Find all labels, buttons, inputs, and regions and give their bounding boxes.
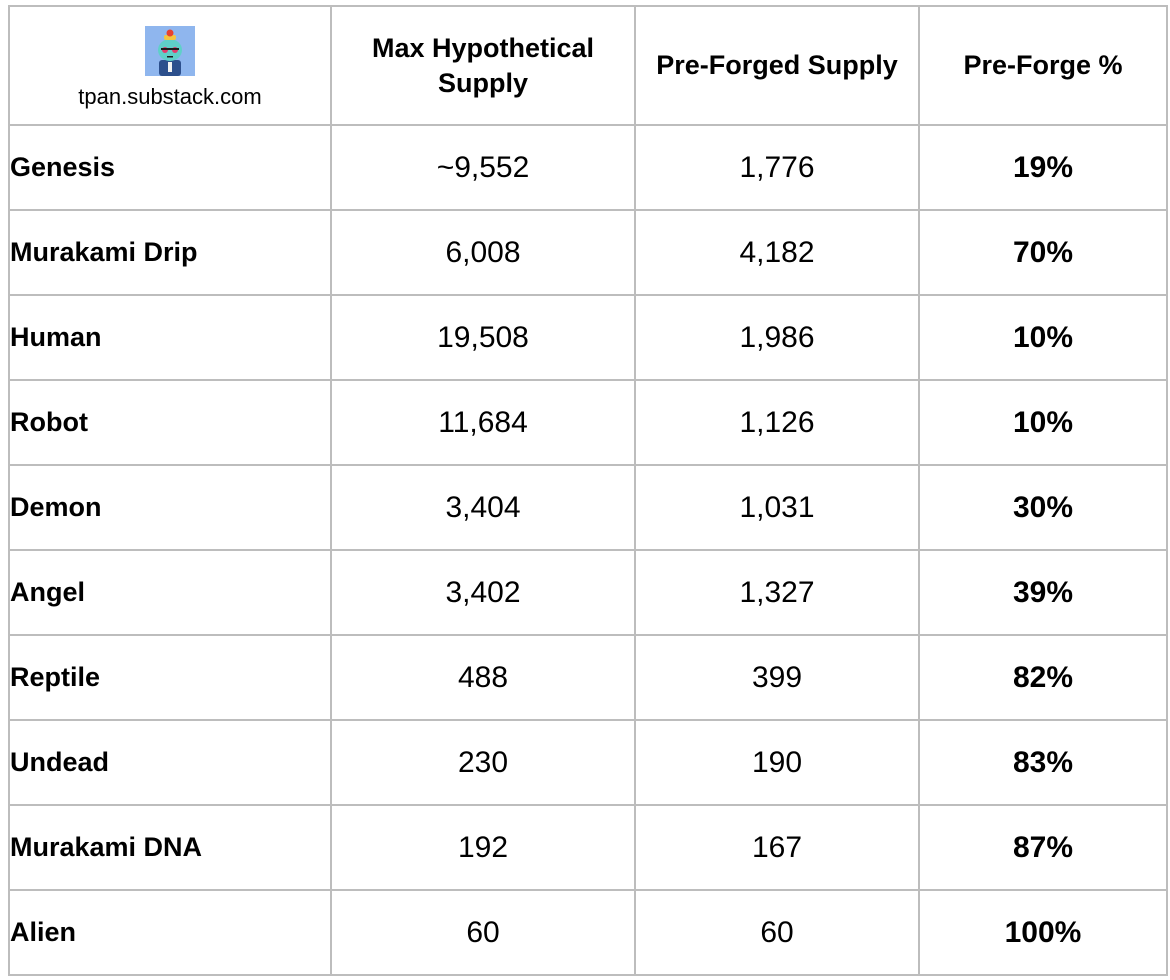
row-name: Alien bbox=[9, 890, 331, 975]
preforged-supply-value: 1,776 bbox=[635, 125, 919, 210]
table-row bbox=[9, 295, 1167, 380]
preforge-pct-value: 39% bbox=[919, 550, 1167, 635]
site-name: tpan.substack.com bbox=[78, 83, 262, 109]
supply-table bbox=[8, 5, 1168, 976]
preforge-pct-value: 19% bbox=[919, 125, 1167, 210]
preforged-supply-value: 1,327 bbox=[635, 550, 919, 635]
preforge-pct-value: 83% bbox=[919, 720, 1167, 805]
max-supply-value: 488 bbox=[331, 635, 635, 720]
preforge-pct-value: 100% bbox=[919, 890, 1167, 975]
max-supply-value: 11,684 bbox=[331, 380, 635, 465]
column-header-preforged-supply: Pre-Forged Supply bbox=[635, 6, 919, 125]
preforge-pct-value: 82% bbox=[919, 635, 1167, 720]
row-name: Reptile bbox=[9, 635, 331, 720]
table-row bbox=[9, 550, 1167, 635]
brand-cell bbox=[9, 6, 331, 125]
max-supply-value: 19,508 bbox=[331, 295, 635, 380]
preforge-pct-value: 70% bbox=[919, 210, 1167, 295]
max-supply-value: ~9,552 bbox=[331, 125, 635, 210]
max-supply-value: 230 bbox=[331, 720, 635, 805]
cartoon-avatar-icon bbox=[145, 26, 195, 76]
max-supply-value: 6,008 bbox=[331, 210, 635, 295]
max-supply-value: 3,402 bbox=[331, 550, 635, 635]
preforge-pct-value: 30% bbox=[919, 465, 1167, 550]
row-name: Murakami DNA bbox=[9, 805, 331, 890]
column-header-max-supply: Max Hypothetical Supply bbox=[331, 6, 635, 125]
row-name: Human bbox=[9, 295, 331, 380]
preforged-supply-value: 167 bbox=[635, 805, 919, 890]
table-row bbox=[9, 125, 1167, 210]
row-name: Demon bbox=[9, 465, 331, 550]
table-row bbox=[9, 720, 1167, 805]
max-supply-value: 60 bbox=[331, 890, 635, 975]
table-row bbox=[9, 380, 1167, 465]
preforged-supply-value: 4,182 bbox=[635, 210, 919, 295]
max-supply-value: 192 bbox=[331, 805, 635, 890]
preforged-supply-value: 190 bbox=[635, 720, 919, 805]
preforge-pct-value: 10% bbox=[919, 295, 1167, 380]
preforged-supply-value: 60 bbox=[635, 890, 919, 975]
column-header-preforge-pct: Pre-Forge % bbox=[919, 6, 1167, 125]
table-row bbox=[9, 635, 1167, 720]
max-supply-value: 3,404 bbox=[331, 465, 635, 550]
row-name: Undead bbox=[9, 720, 331, 805]
table-row bbox=[9, 465, 1167, 550]
table-row bbox=[9, 890, 1167, 975]
table-row bbox=[9, 805, 1167, 890]
row-name: Angel bbox=[9, 550, 331, 635]
preforge-pct-value: 10% bbox=[919, 380, 1167, 465]
header-row bbox=[9, 6, 1167, 125]
table-row bbox=[9, 210, 1167, 295]
row-name: Genesis bbox=[9, 125, 331, 210]
preforged-supply-value: 1,126 bbox=[635, 380, 919, 465]
preforged-supply-value: 399 bbox=[635, 635, 919, 720]
row-name: Robot bbox=[9, 380, 331, 465]
preforged-supply-value: 1,031 bbox=[635, 465, 919, 550]
preforged-supply-value: 1,986 bbox=[635, 295, 919, 380]
row-name: Murakami Drip bbox=[9, 210, 331, 295]
preforge-pct-value: 87% bbox=[919, 805, 1167, 890]
